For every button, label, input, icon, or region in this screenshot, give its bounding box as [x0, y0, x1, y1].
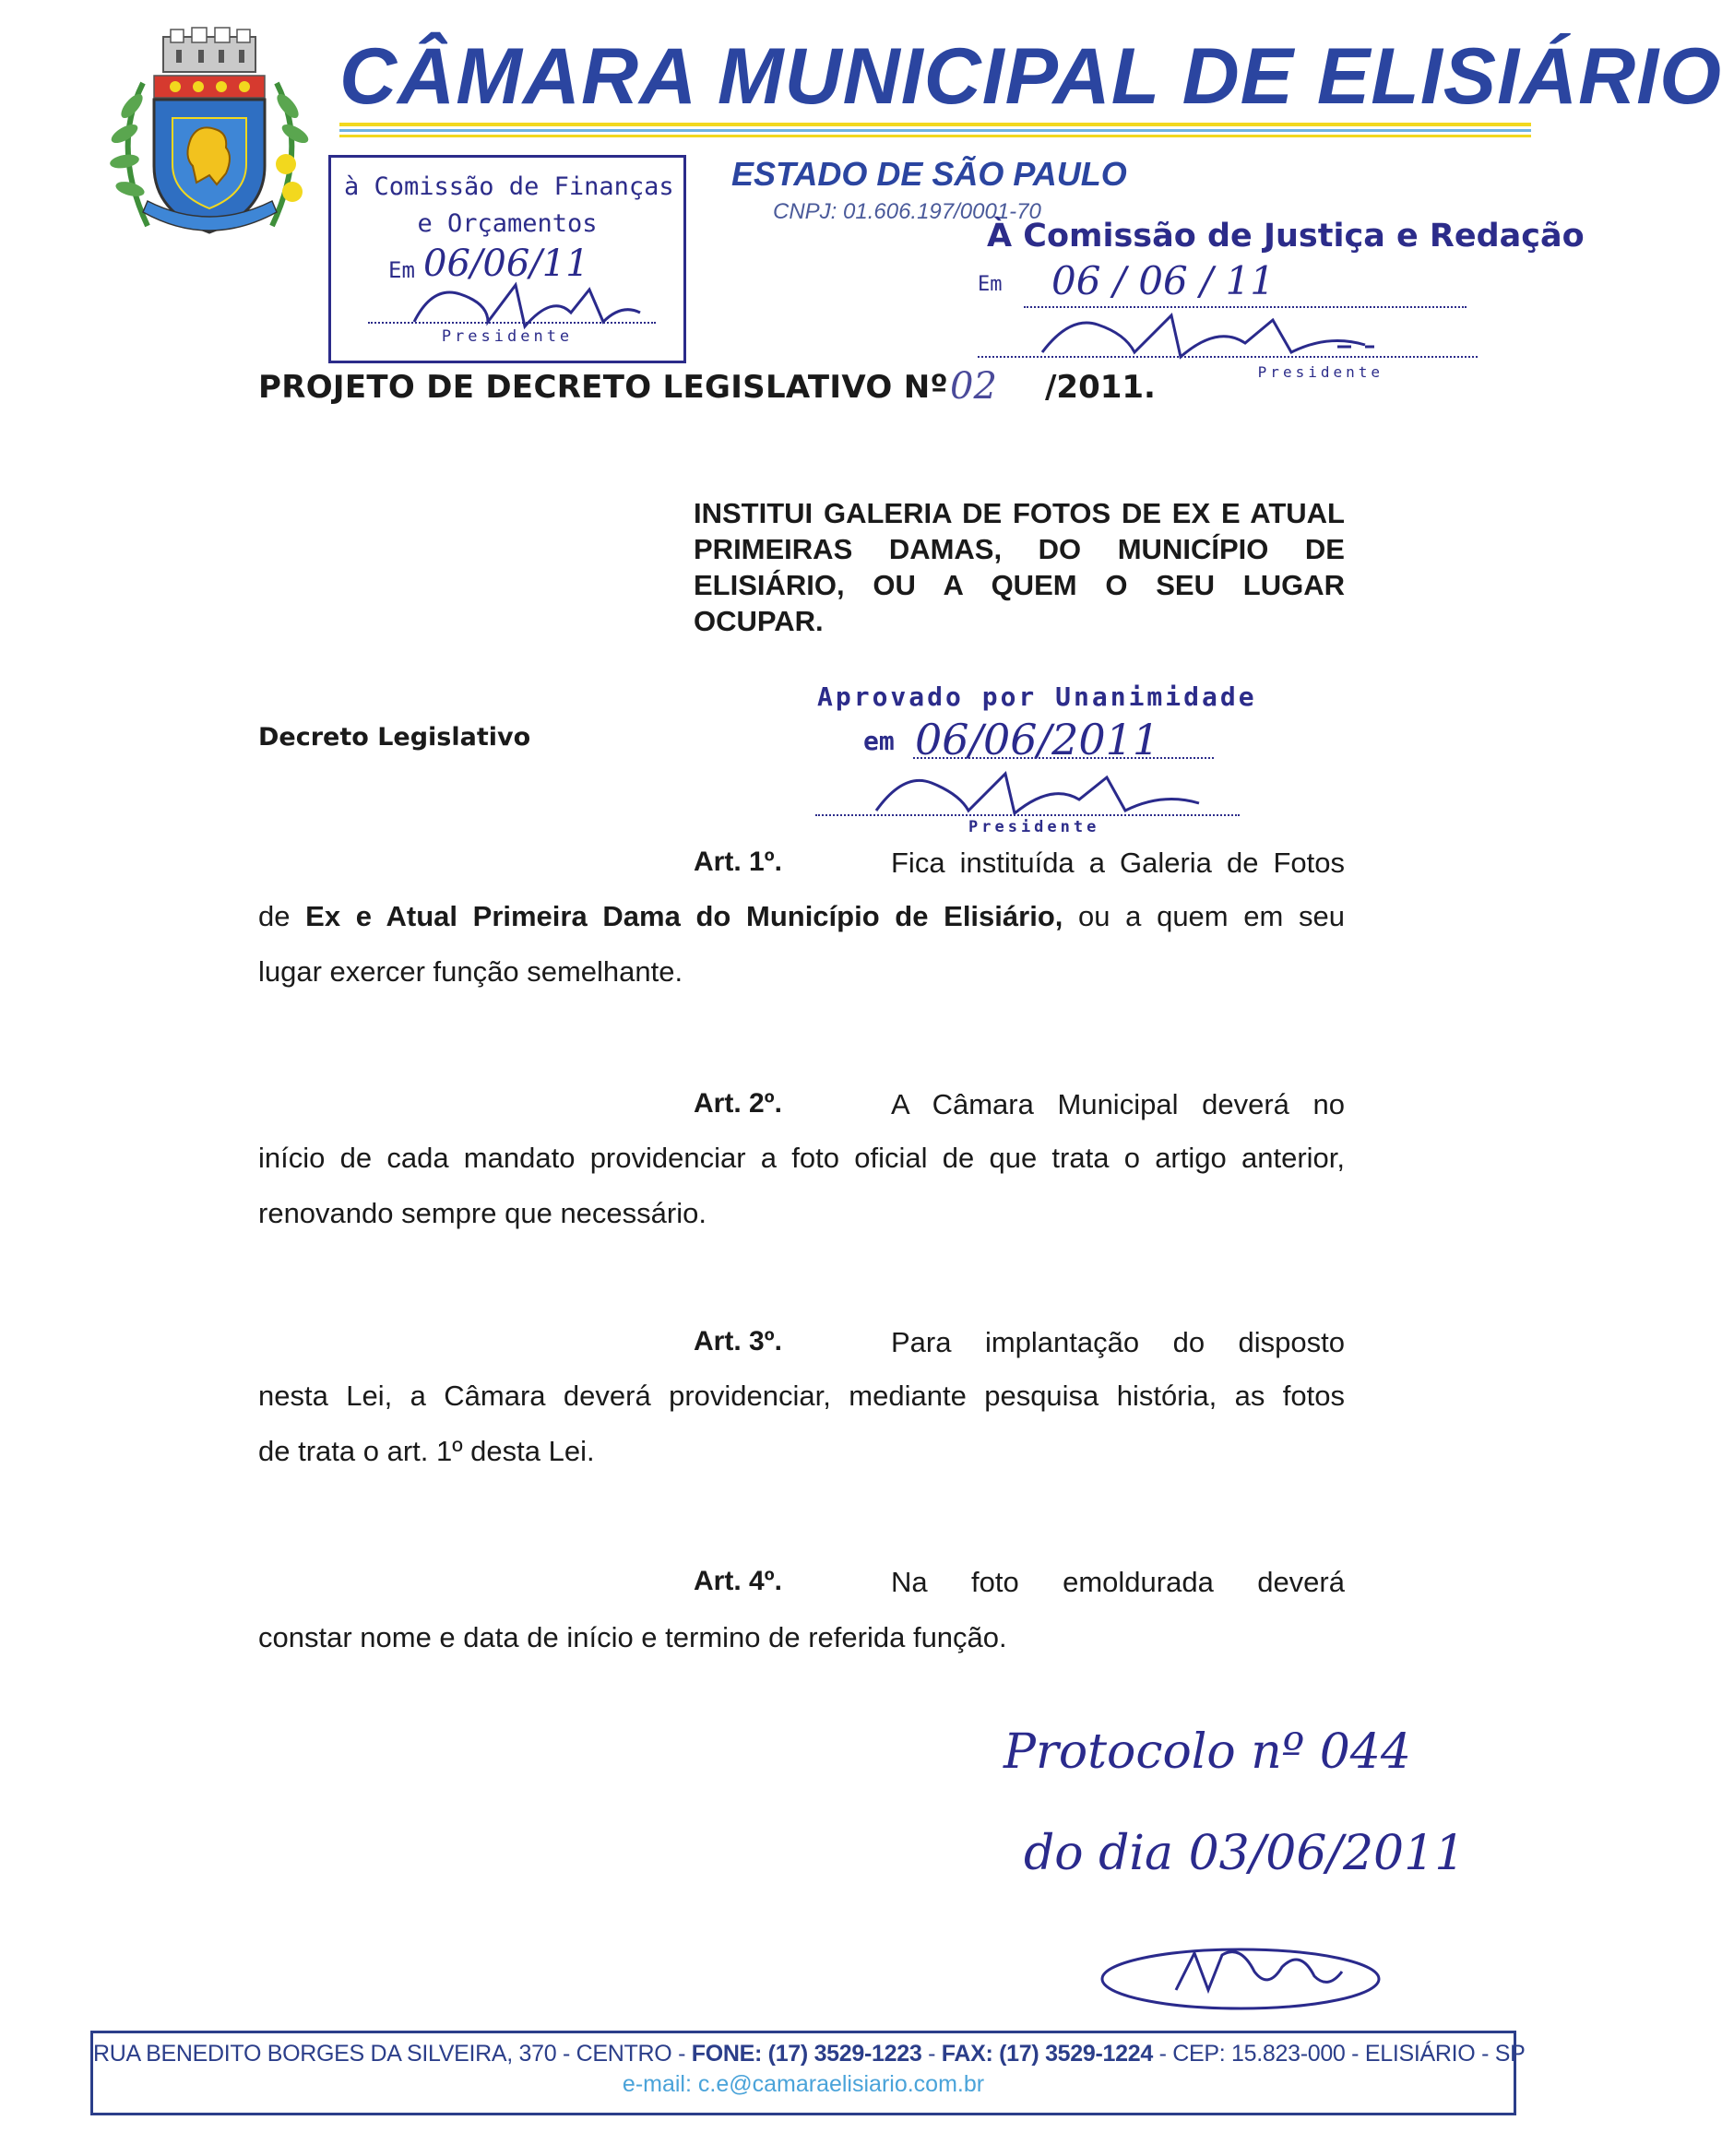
decree-year: /2011. — [1045, 369, 1156, 406]
municipal-crest-icon — [106, 28, 314, 249]
article-1-heading: Art. 1º. — [694, 847, 782, 877]
stamp-justica-dotted-line-2 — [978, 356, 1478, 358]
article-1-line3: lugar exercer função semelhante. — [258, 955, 683, 988]
state-name: ESTADO DE SÃO PAULO — [731, 155, 1127, 193]
article-1-line2-pre: de — [258, 900, 306, 932]
stamp-aprovado-date: 06/06/2011 — [915, 715, 1160, 764]
footer-address-line — [93, 2041, 1526, 2067]
article-3-lead: Para implantação do disposto — [891, 1326, 1345, 1358]
stamp-financas-em-label: Em — [388, 257, 415, 283]
footer-email[interactable]: e-mail: c.e@camaraelisiario.com.br — [622, 2071, 985, 2097]
stamp-aprovado-em-label: em — [863, 726, 895, 756]
decree-number-handwritten: 02 — [950, 365, 997, 408]
stamp-justica-date: 06 / 06 / 11 — [1051, 258, 1276, 303]
signature-icon — [1093, 1935, 1388, 2018]
cnpj: CNPJ: 01.606.197/0001-70 — [773, 199, 1041, 224]
stamp-comissao-financas — [328, 155, 686, 363]
protocol-date-handwritten: do dia 03/06/2011 — [1024, 1826, 1466, 1881]
stamp-aprovado-line1: Aprovado por Unanimidade — [817, 681, 1257, 712]
page-title: CÂMARA MUNICIPAL DE ELISIÁRIO — [339, 32, 1722, 121]
article-2-line3: renovando sempre que necessário. — [258, 1197, 707, 1229]
article-2-lead: A Câmara Municipal deverá no — [891, 1088, 1345, 1120]
signature-icon — [405, 276, 645, 333]
footer-contact-box — [90, 2031, 1526, 2115]
title-rule-blue — [339, 129, 1531, 132]
article-1-lead: Fica instituída a Galeria de Fotos — [891, 847, 1345, 879]
stamp-justica-line1: À Comissão de Justiça e Redação — [987, 218, 1585, 255]
footer-fax-label: FAX: — [941, 2041, 993, 2067]
stamp-justica-em-label: Em — [978, 273, 1003, 296]
stamp-financas-line1: à Comissão de Finanças — [344, 172, 674, 201]
protocol-handwritten: Protocolo nº 044 — [1004, 1724, 1411, 1780]
title-rule-yellow-2 — [339, 135, 1531, 137]
decree-ementa: INSTITUI GALERIA DE FOTOS DE EX E ATUAL PRIMEIRAS DAMAS, DO MUNICÍPIO DE ELISIÁRIO, OU A QUEM O SEU LUGAR OCUPAR. — [694, 497, 1345, 637]
article-3-line3: de trata o art. 1º desta Lei. — [258, 1435, 595, 1467]
article-1-line2-post: ou a quem em seu — [1063, 900, 1345, 932]
decree-label: Decreto Legislativo — [258, 723, 531, 752]
title-rule-yellow — [339, 123, 1531, 126]
footer-address: RUA BENEDITO BORGES DA SILVEIRA, 370 - CENTRO - — [93, 2041, 692, 2067]
article-4-line2: constar nome e data de início e termino de referida função. — [258, 1621, 1007, 1653]
stamp-financas-dotted-line — [368, 322, 656, 324]
footer-fax: (17) 3529-1224 — [992, 2041, 1153, 2067]
stamp-financas-presidente: Presidente — [441, 327, 574, 346]
article-2-line2: início de cada mandato providenciar a foto oficial de que trata o artigo anterior, — [258, 1142, 1345, 1174]
footer-sep: - — [921, 2041, 942, 2067]
stamp-comissao-justica — [968, 218, 1585, 384]
article-4-lead: Na foto emoldurada deverá — [891, 1566, 1345, 1598]
stamp-justica-presidente: Presidente — [1257, 363, 1384, 381]
stamp-financas-date: 06/06/11 — [423, 243, 589, 285]
article-3-line2: nesta Lei, a Câmara deverá providenciar, mediante pesquisa história, as fotos — [258, 1380, 1345, 1412]
stamp-aprovado-presidente: Presidente — [968, 818, 1100, 836]
article-3-heading: Art. 3º. — [694, 1326, 782, 1356]
stamp-financas-line2: e Orçamentos — [417, 209, 598, 238]
footer-cep: - CEP: 15.823-000 - ELISIÁRIO - SP — [1152, 2041, 1526, 2067]
footer-fone-label: FONE: — [691, 2041, 763, 2067]
stamp-aprovado — [812, 678, 1273, 844]
footer-fone: (17) 3529-1223 — [762, 2041, 922, 2067]
article-4-heading: Art. 4º. — [694, 1566, 782, 1596]
article-1-line2-bold: Ex e Atual Primeira Dama do Município de Elisiário, — [305, 900, 1063, 932]
article-2-heading: Art. 2º. — [694, 1088, 782, 1119]
stamp-aprovado-dotted-line — [913, 757, 1214, 759]
decree-heading: PROJETO DE DECRETO LEGISLATIVO Nº — [258, 369, 948, 406]
signature-icon — [867, 763, 1217, 818]
stamp-aprovado-dotted-line-2 — [815, 814, 1240, 816]
signature-icon — [1033, 306, 1402, 361]
article-1-line2 — [258, 900, 1345, 933]
